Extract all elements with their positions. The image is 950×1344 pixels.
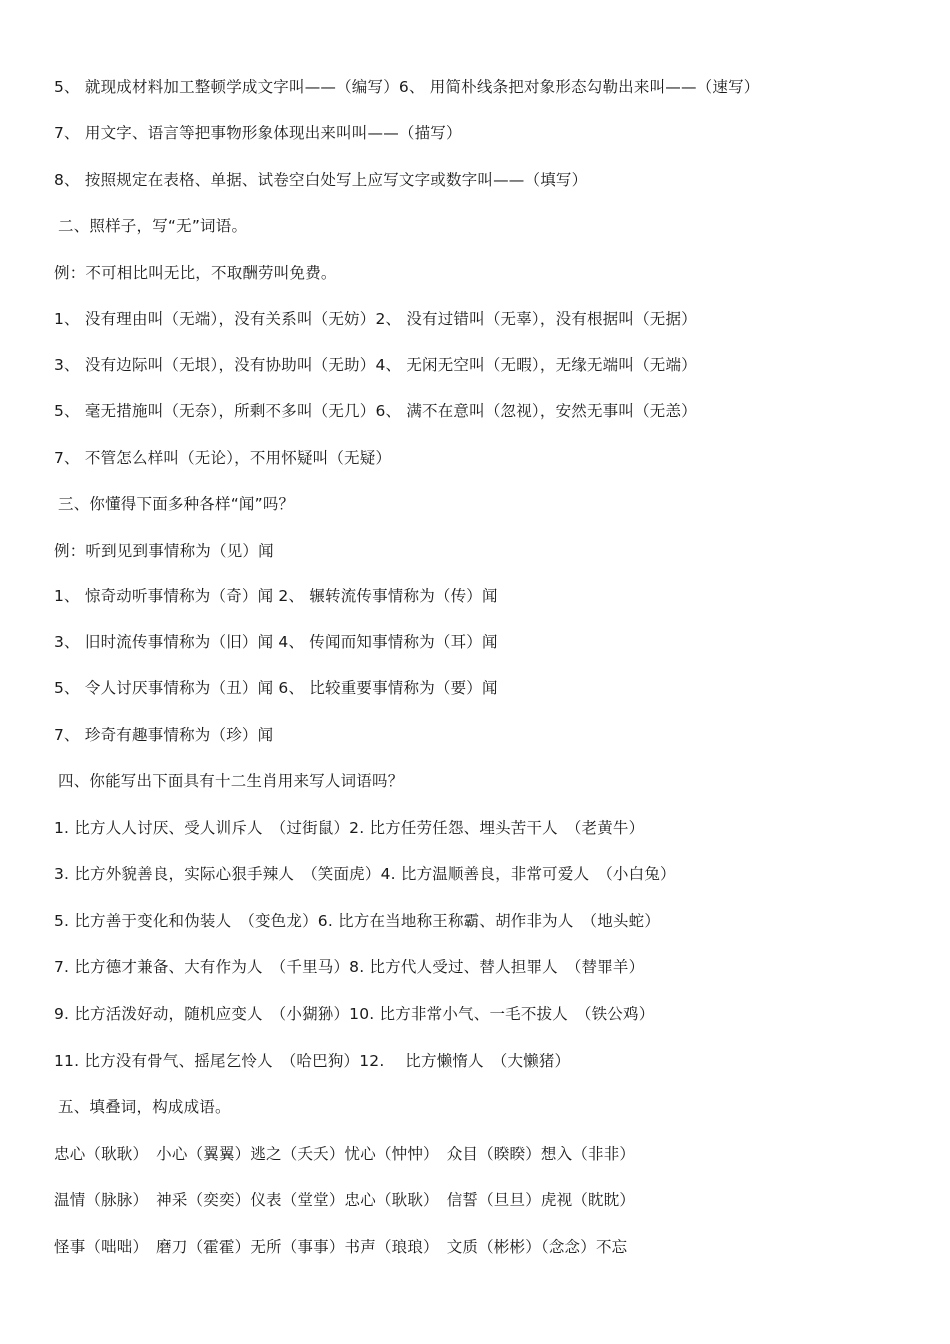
text-line-9: 3、 旧时流传事情称为（旧）闻 4、 传闻而知事情称为（耳）闻	[54, 633, 498, 651]
example-line-2: 例：不可相比叫无比，不取酬劳叫免费。	[54, 264, 337, 282]
section-heading-2: 二、照样子，写“无”词语。	[58, 217, 248, 235]
text-line-2: 7、 用文字、语言等把事物形象体现出来叫叫——（描写）	[54, 124, 462, 142]
text-line-5: 3、 没有边际叫（无垠），没有协助叫（无助）4、 无闲无空叫（无暇），无缘无端叫（无端）	[54, 356, 697, 374]
text-line-18: 忠心（耿耿） 小心（翼翼）逃之（夭夭）忧心（忡忡） 众目（睽睽）想入（非非）	[54, 1145, 636, 1163]
text-line-10: 5、 令人讨厌事情称为（丑）闻 6、 比较重要事情称为（要）闻	[54, 679, 498, 697]
text-line-16: 9. 比方活泼好动，随机应变人 （小猢狲）10. 比方非常小气、一毛不拔人 （铁公鸡）	[54, 1005, 655, 1023]
text-line-19: 温情（脉脉） 神采（奕奕）仪表（堂堂）忠心（耿耿） 信誓（旦旦）虎视（眈眈）	[54, 1191, 636, 1209]
text-line-14: 5. 比方善于变化和伪装人 （变色龙）6. 比方在当地称王称霸、胡作非为人 （地头蛇）	[54, 912, 661, 930]
section-heading-4: 四、你能写出下面具有十二生肖用来写人词语吗？	[58, 772, 404, 790]
text-line-3: 8、 按照规定在表格、单据、试卷空白处写上应写文字或数字叫——（填写）	[54, 171, 588, 189]
text-line-11: 7、 珍奇有趣事情称为（珍）闻	[54, 726, 274, 744]
text-line-13: 3. 比方外貌善良，实际心狠手辣人 （笑面虎）4. 比方温顺善良，非常可爱人 （小白兔）	[54, 865, 676, 883]
text-line-20: 怪事（咄咄） 磨刀（霍霍）无所（事事）书声（琅琅） 文质（彬彬）（念念）不忘	[54, 1238, 628, 1256]
text-line-7: 7、 不管怎么样叫（无论），不用怀疑叫（无疑）	[54, 449, 392, 467]
example-line-3: 例：听到见到事情称为（见）闻	[54, 542, 274, 560]
section-heading-5: 五、填叠词，构成成语。	[58, 1098, 231, 1116]
text-line-17: 11. 比方没有骨气、摇尾乞怜人 （哈巴狗）12. 比方懒惰人 （大懒猪）	[54, 1052, 571, 1070]
text-line-1: 5、 就现成材料加工整顿学成文字叫——（编写）6、 用简朴线条把对象形态勾勒出来叫——（速写）	[54, 78, 760, 96]
text-line-12: 1. 比方人人讨厌、受人训斥人 （过街鼠）2. 比方任劳任怨、埋头苦干人 （老黄牛）	[54, 819, 645, 837]
text-line-8: 1、 惊奇动听事情称为（奇）闻 2、 辗转流传事情称为（传）闻	[54, 587, 498, 605]
text-line-15: 7. 比方德才兼备、大有作为人 （千里马）8. 比方代人受过、替人担罪人 （替罪羊）	[54, 958, 645, 976]
text-line-6: 5、 毫无措施叫（无奈），所剩不多叫（无几）6、 满不在意叫（忽视），安然无事叫（无恙）	[54, 402, 697, 420]
section-heading-3: 三、你懂得下面多种各样“闻”吗？	[58, 495, 295, 513]
text-line-4: 1、 没有理由叫（无端），没有关系叫（无妨）2、 没有过错叫（无辜），没有根据叫（无据）	[54, 310, 697, 328]
